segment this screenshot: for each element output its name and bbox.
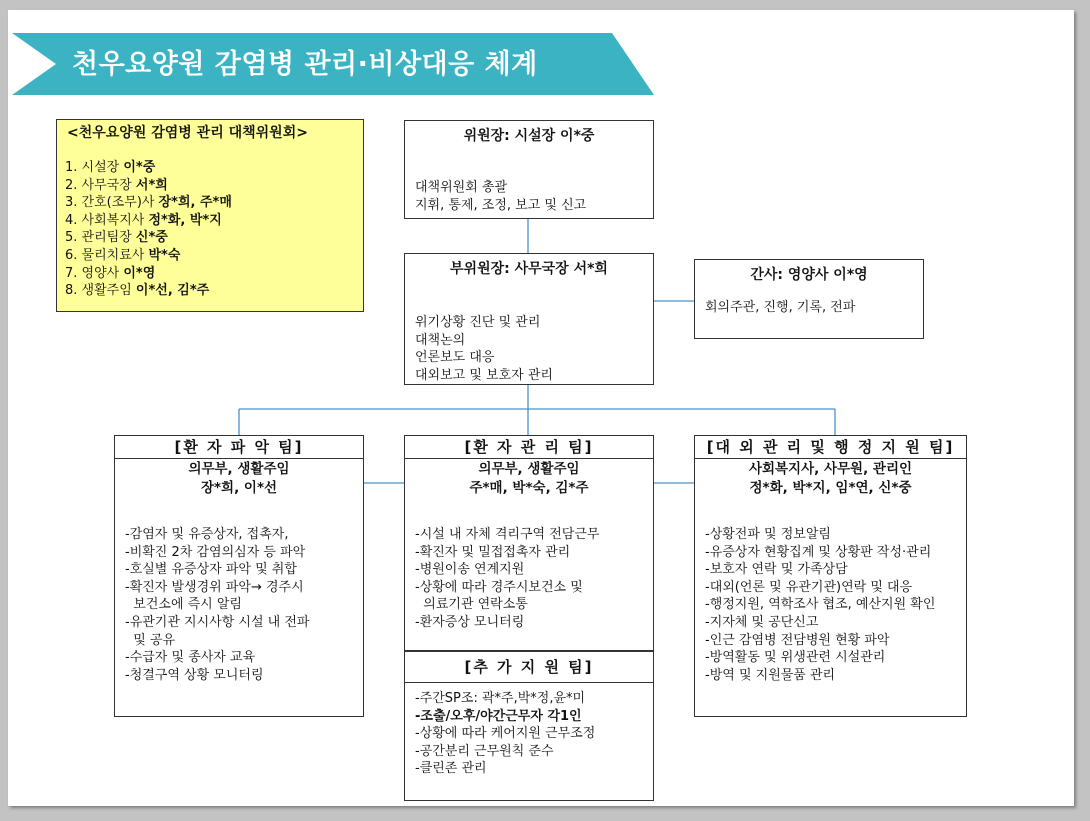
vice-chair-box [404,253,654,385]
member-role: 2. 사무국장 [65,177,136,193]
team-external-members: 정*화, 박*지, 임*연, 신*중 [749,480,912,496]
manage-duty-line: -병원이송 연계지원 [415,562,525,578]
external-duty-line: -방역 및 지원물품 관리 [705,667,836,683]
member-role: 6. 물리치료사 [65,247,149,263]
manage-duty-line: -확진자 및 밀접접촉자 관리 [415,544,571,560]
member-name: 이*영 [123,265,156,281]
team-identify-members: 장*희, 이*선 [200,480,278,496]
support-duty-line: -상황에 따라 케어지원 근무조정 [415,726,596,742]
team-manage-title: [환 자 관 리 팀] [405,436,653,459]
committee-member [65,212,355,230]
member-name: 이*선, 김*주 [135,283,210,299]
identify-duty-line: -청결구역 상황 모니터링 [125,667,264,683]
team-external-roles: 사회복지사, 사무원, 관리인 [748,461,913,477]
vice-chair-duty-line: 대책논의 [415,332,466,348]
secretary-duties [705,299,913,317]
team-external-duties [695,526,935,684]
team-external [694,435,967,717]
team-manage [404,435,654,651]
member-role: 7. 영양사 [65,265,124,281]
team-manage-members: 주*매, 박*숙, 김*주 [469,480,589,496]
identify-duty-line: 보건소에 즉시 알림 [125,597,242,613]
identify-duty-line: -감염자 및 유증상자, 접촉자, [125,527,289,542]
committee-member [65,282,355,300]
member-name: 서*희 [135,177,168,193]
team-identify-title: [환 자 파 악 팀] [115,436,363,459]
member-name: 장*희, 주*매 [158,195,232,211]
member-role: 4. 사회복지사 [65,212,149,228]
team-external-title: [대 외 관 리 및 행 정 지 원 팀] [695,436,966,459]
identify-duty-line: -유관기관 지시사항 시설 내 전파 [125,614,310,630]
manage-duty-line: -상황에 따라 경주시보건소 및 [415,579,583,595]
external-duty-line: -유증상자 현황집계 및 상황판 작성·관리 [705,544,932,560]
chair-box [404,120,654,219]
identify-duty-line: -비확진 2차 감염의심자 등 파악 [125,544,306,560]
committee-member [65,159,355,177]
identify-duty-line: -수급자 및 종사자 교육 [125,650,256,666]
member-name: 이*중 [123,160,156,175]
identify-duty-line: -호실별 유증상자 파악 및 취합 [125,562,297,578]
external-duty-line: -방역활동 및 위생관련 시설관리 [705,650,886,666]
support-duty-line: -공간분리 근무원칙 준수 [415,743,554,759]
member-role: 3. 간호(조무)사 [65,195,159,211]
team-identify-roles: 의무부, 생활주임 [188,461,290,477]
external-duty-line: -보호자 연락 및 가족상담 [705,562,848,578]
manage-duty-line: -시설 내 자체 격리구역 전담근무 [415,527,600,542]
secretary-box [694,259,924,339]
vice-chair-duty-line: 위기상황 진단 및 관리 [415,315,541,330]
committee-member [65,229,355,247]
chair-title: 위원장: 시설장 이*중 [463,128,595,144]
support-duty-line: -주간SP조: 곽*주,박*정,윤*미 [415,691,586,706]
manage-duty-line: -환자증상 모니터링 [415,614,525,630]
support-duty-line: -클린존 관리 [415,761,487,777]
team-identify [114,435,364,717]
chair-duty-line: 대책위원회 총괄 [415,180,508,195]
external-duty-line: -인근 감염병 전담병원 현황 파악 [705,632,890,648]
member-role: 8. 생활주임 [65,283,136,299]
member-role: 5. 관리팀장 [65,230,136,246]
committee-member [65,194,355,212]
vice-chair-duty-line: 대외보고 및 보호자 관리 [415,367,553,383]
identify-duty-line: -확진자 발생경위 파악→ 경주시 [125,579,304,595]
external-duty-line: -지자체 및 공단신고 [705,614,819,630]
secretary-duty-line: 회의주관, 진행, 기록, 전파 [705,300,856,315]
vice-chair-duties [415,314,643,384]
chair-duties [415,179,643,214]
member-role: 1. 시설장 [65,160,124,175]
chair-duty-line: 지휘, 통제, 조정, 보고 및 신고 [415,197,587,213]
team-manage-roles: 의무부, 생활주임 [478,461,580,477]
committee-box [56,119,364,312]
page-title: 천우요양원 감염병 관리·비상대응 체계 [72,49,538,80]
external-duty-line: -대외(언론 및 유관기관)연락 및 대응 [705,579,913,595]
identify-duty-line: 및 공유 [125,632,176,648]
secretary-title: 간사: 영양사 이*영 [750,267,868,283]
team-identify-duties [115,526,309,684]
external-duty-line: -행정지원, 역학조사 협조, 예산지원 확인 [705,597,936,613]
member-name: 신*중 [135,230,168,246]
committee-member [65,177,355,195]
manage-duty-line: 의료기관 연락소통 [415,597,528,613]
support-duty-line: -조출/오후/야간근무자 각1인 [415,708,582,724]
external-duty-line: -상황전파 및 정보알림 [705,527,831,542]
vice-chair-duty-line: 언론보도 대응 [415,350,495,366]
team-support-title: [추 가 지 원 팀] [405,652,653,683]
member-name: 정*화, 박*지 [148,212,222,228]
team-support-duties [405,690,595,778]
committee-member-list [65,159,355,300]
team-manage-duties [405,526,599,632]
vice-chair-title: 부위원장: 사무국장 서*희 [450,261,608,277]
committee-member [65,265,355,283]
committee-title: <천우요양원 감염병 관리 대책위원회> [67,125,308,141]
member-name: 박*숙 [148,247,181,263]
committee-member [65,247,355,265]
team-support [404,651,654,801]
